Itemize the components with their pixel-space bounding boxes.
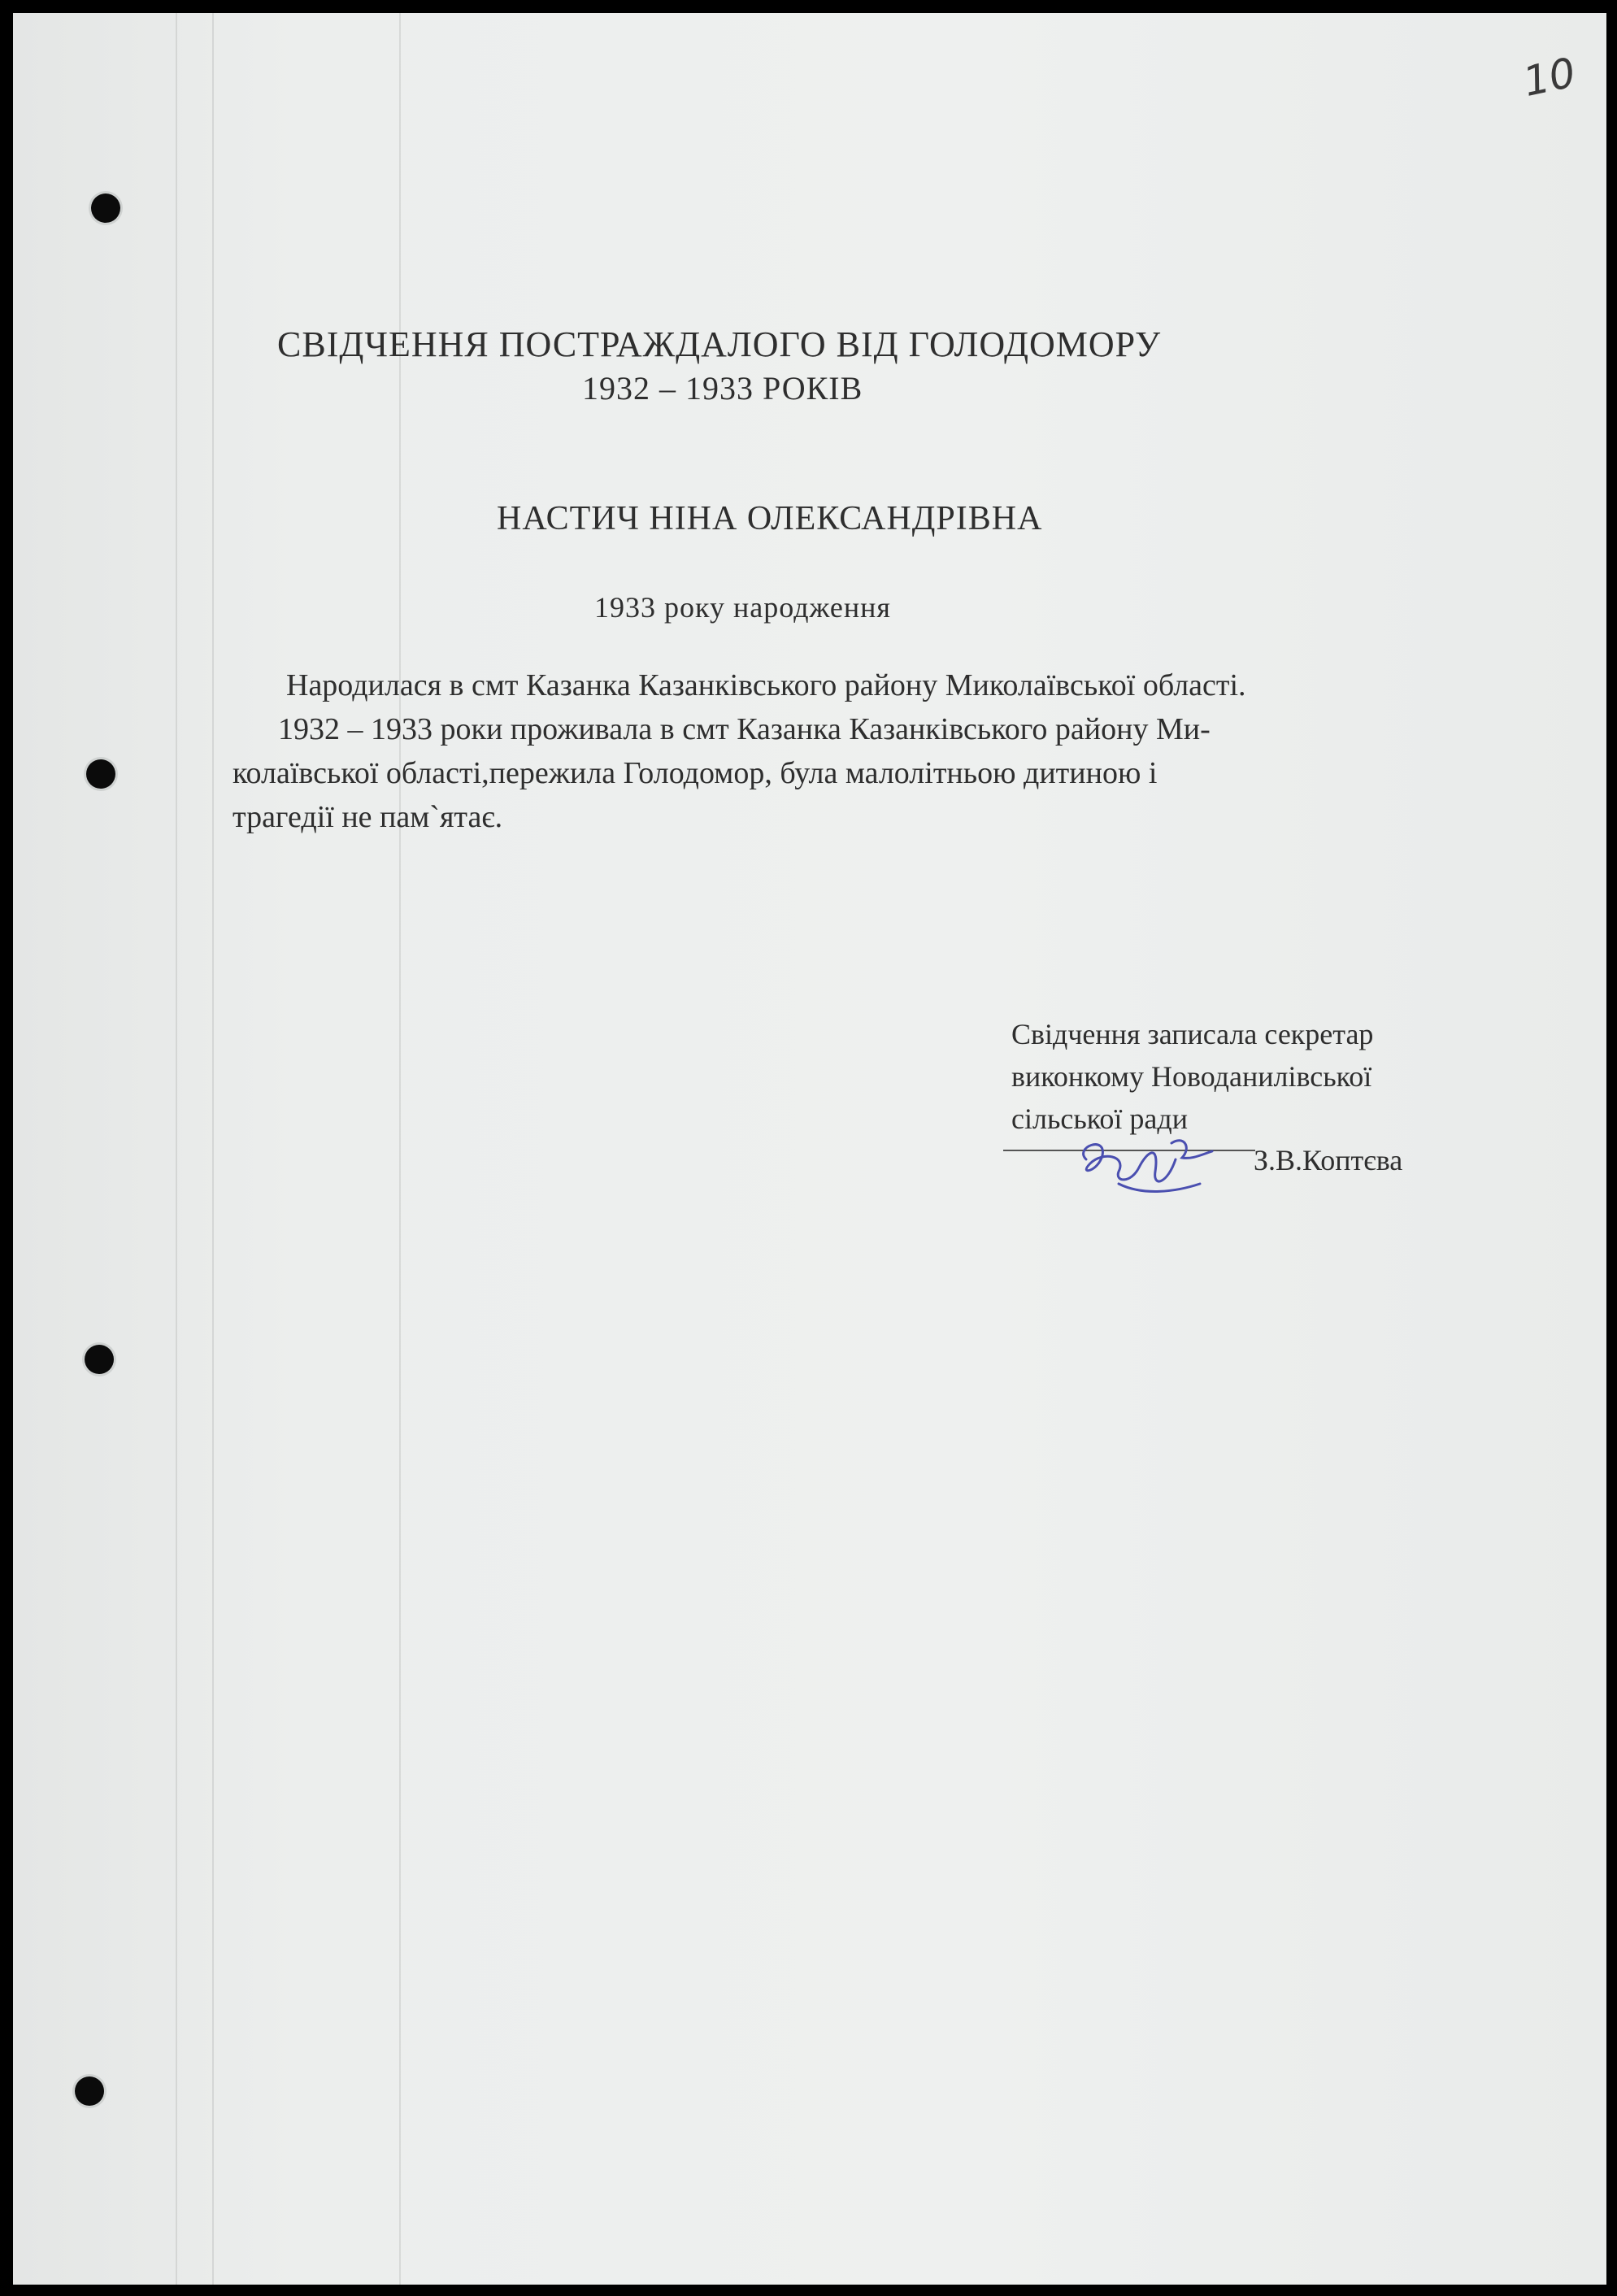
page-fold-line [176, 13, 177, 2285]
document-page [13, 13, 1606, 2285]
paragraph-line: трагедії не пам`ятає. [233, 800, 503, 834]
recorder-block [1011, 1013, 1373, 1140]
witness-name: НАСТИЧ НІНА ОЛЕКСАНДРІВНА [497, 500, 1043, 537]
recorder-line: Свідчення записала секретар [1011, 1018, 1374, 1050]
testimony-paragraph [233, 663, 1533, 839]
paragraph-line: Народилася в смт Казанка Казанківського району Миколаївської області. [286, 668, 1246, 702]
recorder-line: виконкому Новоданилівської [1011, 1060, 1372, 1093]
birth-year: 1933 року народження [594, 591, 891, 624]
punch-hole [91, 194, 120, 223]
punch-hole [85, 1345, 114, 1374]
punch-hole [75, 2076, 104, 2106]
recorder-line: сільської ради [1011, 1102, 1188, 1135]
signer-name: З.В.Коптєва [1254, 1144, 1403, 1176]
punch-hole [86, 759, 115, 789]
paragraph-line: колаївської області,пережила Голодомор, була малолітньою дитиною і [233, 756, 1158, 790]
page-fold-line [212, 13, 214, 2285]
handwritten-signature [1070, 1127, 1232, 1200]
document-title: СВІДЧЕННЯ ПОСТРАЖДАЛОГО ВІД ГОЛОДОМОРУ [277, 324, 1162, 364]
paragraph-line: 1932 – 1933 роки проживала в смт Казанка Казанківського району Ми- [278, 712, 1211, 746]
archive-page-number: 10 [1519, 49, 1580, 106]
document-title-years: 1932 – 1933 РОКІВ [582, 370, 863, 407]
